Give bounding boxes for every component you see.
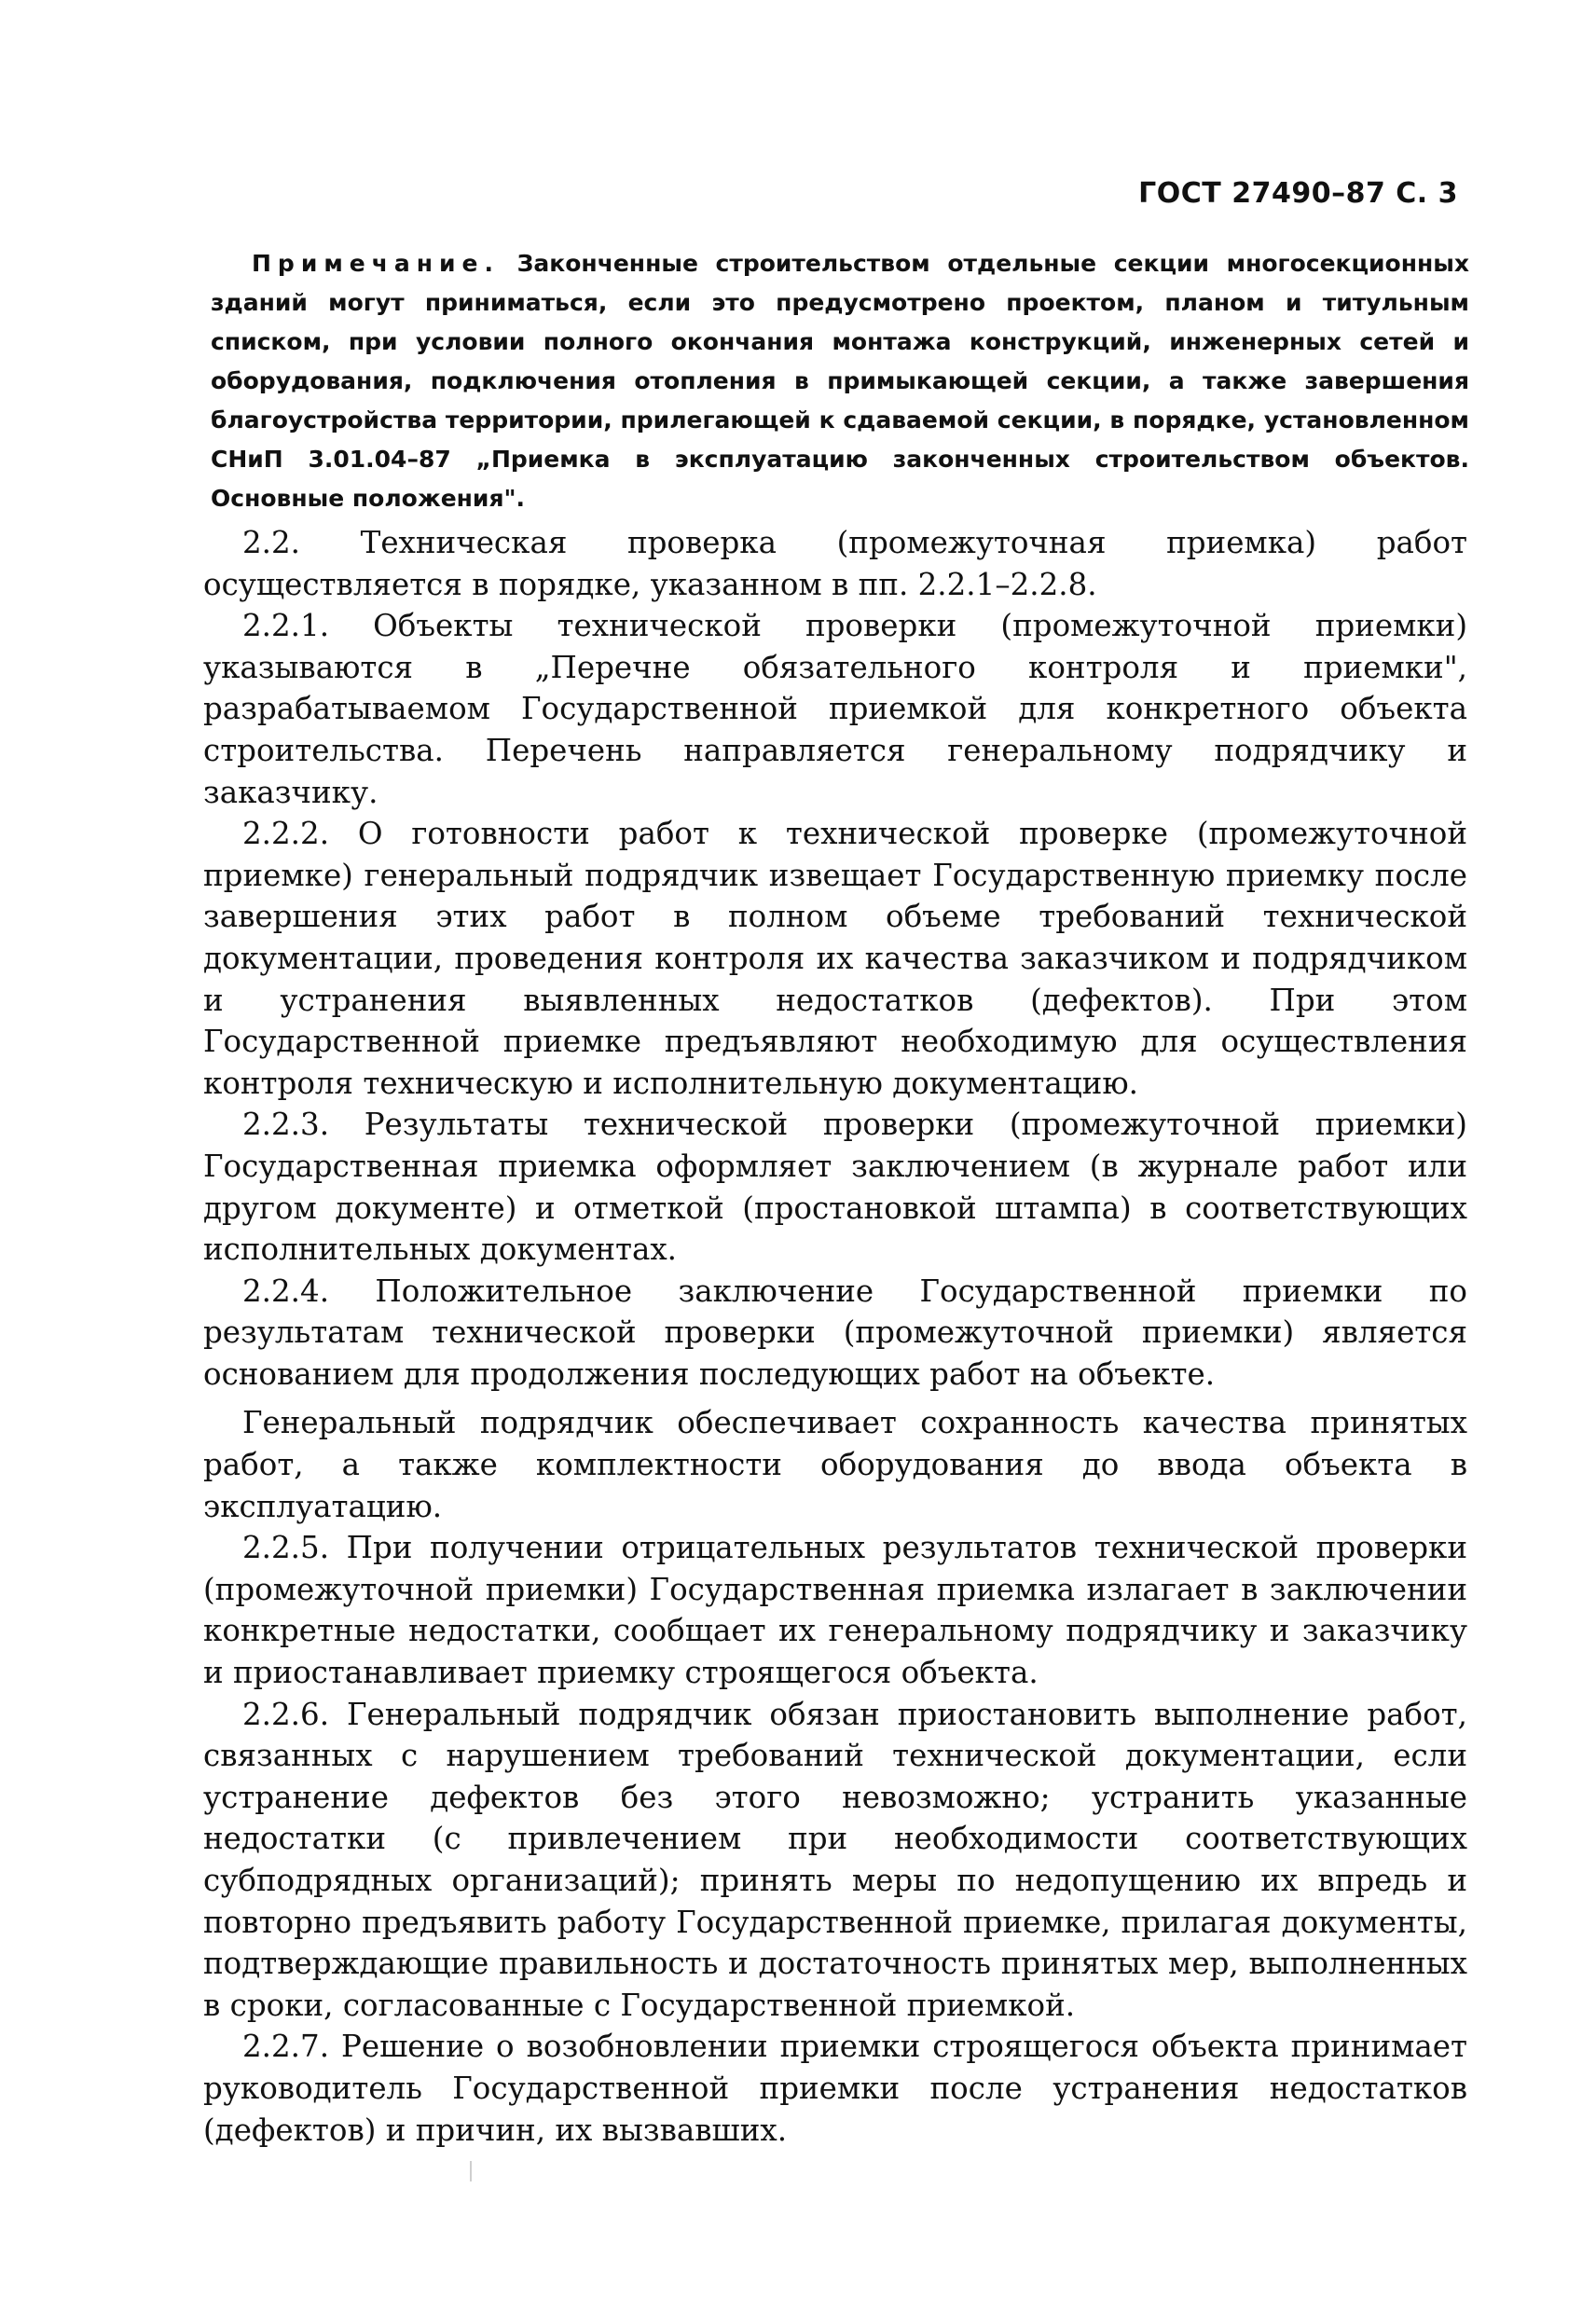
paragraph-2-2-1: 2.2.1. Объекты технической проверки (промежуточной приемки) указываются в „Перечне обязательного контроля и приемки", разрабатываемом Государственной приемкой для конкретного объекта строительства. Перечень направляется генеральному подрядчику и заказчику. (203, 608, 1467, 810)
scan-mark (470, 2161, 472, 2181)
note-block (211, 244, 1469, 518)
paragraph-2-2-5: 2.2.5. При получении отрицательных результатов технической проверки (промежуточной приемки) Государственная приемка излагает в заключении конкретные недостатки, сообщает их генеральному подрядчику и заказчику и приостанавливает приемку строящегося объекта. (203, 1530, 1467, 1691)
paragraph-2-2-4: 2.2.4. Положительное заключение Государственной приемки по результатам технической проверки (промежуточной приемки) является основанием для продолжения последующих работ на объекте. (203, 1273, 1467, 1392)
body-text (203, 522, 1467, 2151)
paragraph-2-2-3: 2.2.3. Результаты технической проверки (промежуточной приемки) Государственная приемка оформляет заключением (в журнале работ или другом документе) и отметкой (простановкой штампа) в соответствующих исполнительных документах. (203, 1107, 1467, 1268)
paragraph-2-2: 2.2. Техническая проверка (промежуточная приемка) работ осуществляется в порядке, указанном в пп. 2.2.1–2.2.8. (203, 525, 1467, 602)
paragraph-2-2-7: 2.2.7. Решение о возобновлении приемки строящегося объекта принимает руководитель Государственной приемки после устранения недостатков (дефектов) и причин, их вызвавших. (203, 2029, 1467, 2148)
page-header: ГОСТ 27490–87 С. 3 (1138, 177, 1458, 210)
paragraph-2-2-2: 2.2.2. О готовности работ к технической проверке (промежуточной приемке) генеральный подрядчик извещает Государственную приемку после завершения этих работ в полном объеме требований технической документации, проведения контроля их качества заказчиком и подрядчиком и устранения выявленных недостатков (дефектов). При этом Государственной приемке предъявляют необходимую для осуществления контроля техническую и исполнительную документацию. (203, 816, 1467, 1101)
note-label: Примечание. (252, 250, 501, 277)
paragraph-2-2-6: 2.2.6. Генеральный подрядчик обязан приостановить выполнение работ, связанных с нарушением требований технической документации, если устранение дефектов без этого невозможно; устранить указанные недостатки (с привлечением при необходимости соответствующих субподрядных организаций); принять меры по недопущению их впредь и повторно предъявить работу Государственной приемке, прилагая документы, подтверждающие правильность и достаточность принятых мер, выполненных в сроки, согласованные с Государственной приемкой. (203, 1696, 1467, 2023)
note-text: Законченные строительством отдельные секции многосекционных зданий могут приниматься, если это предусмотрено проектом, планом и титульным списком, при условии полного окончания монтажа конструкций, инженерных сетей и оборудования, подключения отопления в примыкающей секции, а также завершения благоустройства территории, прилегающей к сдаваемой секции, в порядке, установленном СНиП 3.01.04–87 „Приемка в эксплуатацию законченных строительством объектов. Основные положения". (211, 250, 1469, 512)
paragraph-2-2-4-continued: Генеральный подрядчик обеспечивает сохранность качества принятых работ, а также комплектности оборудования до ввода объекта в эксплуатацию. (203, 1405, 1467, 1524)
